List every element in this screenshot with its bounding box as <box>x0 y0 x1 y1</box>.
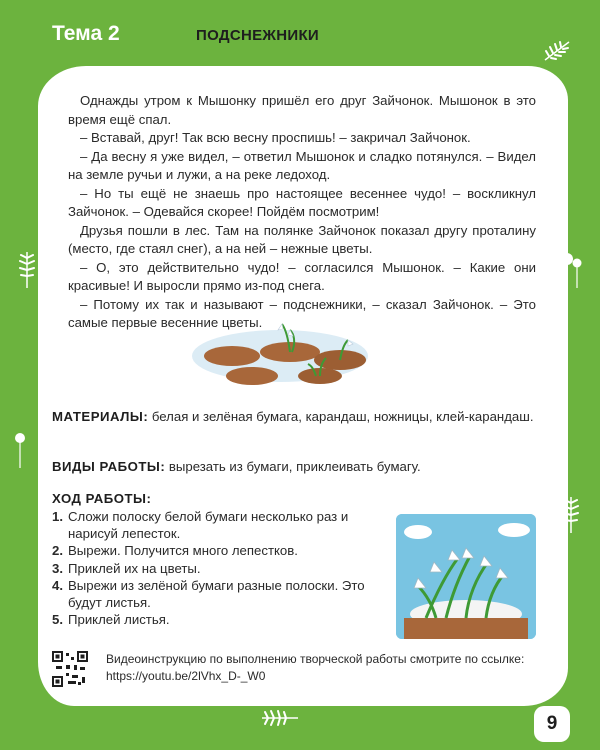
procedure-label: ХОД РАБОТЫ: <box>52 491 152 506</box>
topic-number: Тема 2 <box>52 22 120 45</box>
leaf-icon <box>260 708 300 728</box>
work-types-section <box>52 458 552 477</box>
snowdrops-thaw-illustration <box>190 316 370 390</box>
story-paragraph: – Вставай, друг! Так всю весну проспишь! – закричал Зайчонок. <box>80 130 471 145</box>
craft-example-photo <box>396 514 536 639</box>
story-paragraph: – Но ты ещё не знаешь про настоящее весеннее чудо! – воскликнул Зайчонок. – Одевайся скорее! Пойдём посмотрим! <box>68 185 536 219</box>
step-text: Вырежи. Получится много лепестков. <box>68 543 298 559</box>
qr-code[interactable] <box>52 651 88 687</box>
story-text <box>68 92 536 333</box>
list-item <box>52 560 382 577</box>
page-header <box>0 0 600 70</box>
step-number: 4. <box>52 577 63 593</box>
list-item <box>52 577 382 611</box>
dandelion-icon <box>8 430 32 470</box>
page-number: 9 <box>534 706 570 742</box>
page-title: ПОДСНЕЖНИКИ <box>196 27 320 44</box>
story-paragraph: – Потому их так и называют – подснежники, – сказал Зайчонок. – Это самые первые весенние цветы. <box>68 296 536 330</box>
story-paragraph: – Да весну я уже видел, – ответил Мышонок и сладко потянулся. – Видел на земле ручьи и лужи, а на реке ледоход. <box>68 148 536 182</box>
step-number: 2. <box>52 543 63 559</box>
leaf-icon <box>543 40 571 62</box>
step-number: 5. <box>52 612 63 628</box>
step-number: 1. <box>52 509 63 524</box>
materials-section <box>52 408 552 427</box>
list-item <box>52 611 382 628</box>
story-paragraph: Друзья пошли в лес. Там на полянке Зайчонок показал другу проталину (место, где стаял снег), а на ней – нежные цветы. <box>68 222 536 256</box>
step-text: Сложи полоску белой бумаги несколько раз и нарисуй лепесток. <box>68 509 349 542</box>
work-types-text: вырезать из бумаги, приклеивать бумагу. <box>165 459 421 474</box>
step-text: Вырежи из зелёной бумаги разные полоски. Это будут листья. <box>68 577 365 611</box>
materials-label: МАТЕРИАЛЫ: <box>52 409 149 424</box>
story-paragraph: Однажды утром к Мышонку пришёл его друг Зайчонок. Мышонок в это время ещё спал. <box>68 93 536 127</box>
step-text: Приклей листья. <box>68 612 170 628</box>
list-item <box>52 542 382 559</box>
step-text: Приклей их на цветы. <box>68 560 201 576</box>
step-number: 3. <box>52 560 63 576</box>
leaf-icon <box>16 250 38 290</box>
work-types-label: ВИДЫ РАБОТЫ: <box>52 459 166 474</box>
video-instruction: Видеоинструкцию по выполнению творческой работы смотрите по ссылке: https://youtu.be/2lVhx_D-_W0 <box>106 652 525 683</box>
story-paragraph: – О, это действительно чудо! – согласился Мышонок. – Какие они красивые! И выросли прямо из-под снега. <box>68 259 536 293</box>
procedure-steps <box>52 508 382 628</box>
materials-text: белая и зелёная бумага, карандаш, ножницы, клей-карандаш. <box>148 409 534 424</box>
list-item <box>52 508 382 542</box>
